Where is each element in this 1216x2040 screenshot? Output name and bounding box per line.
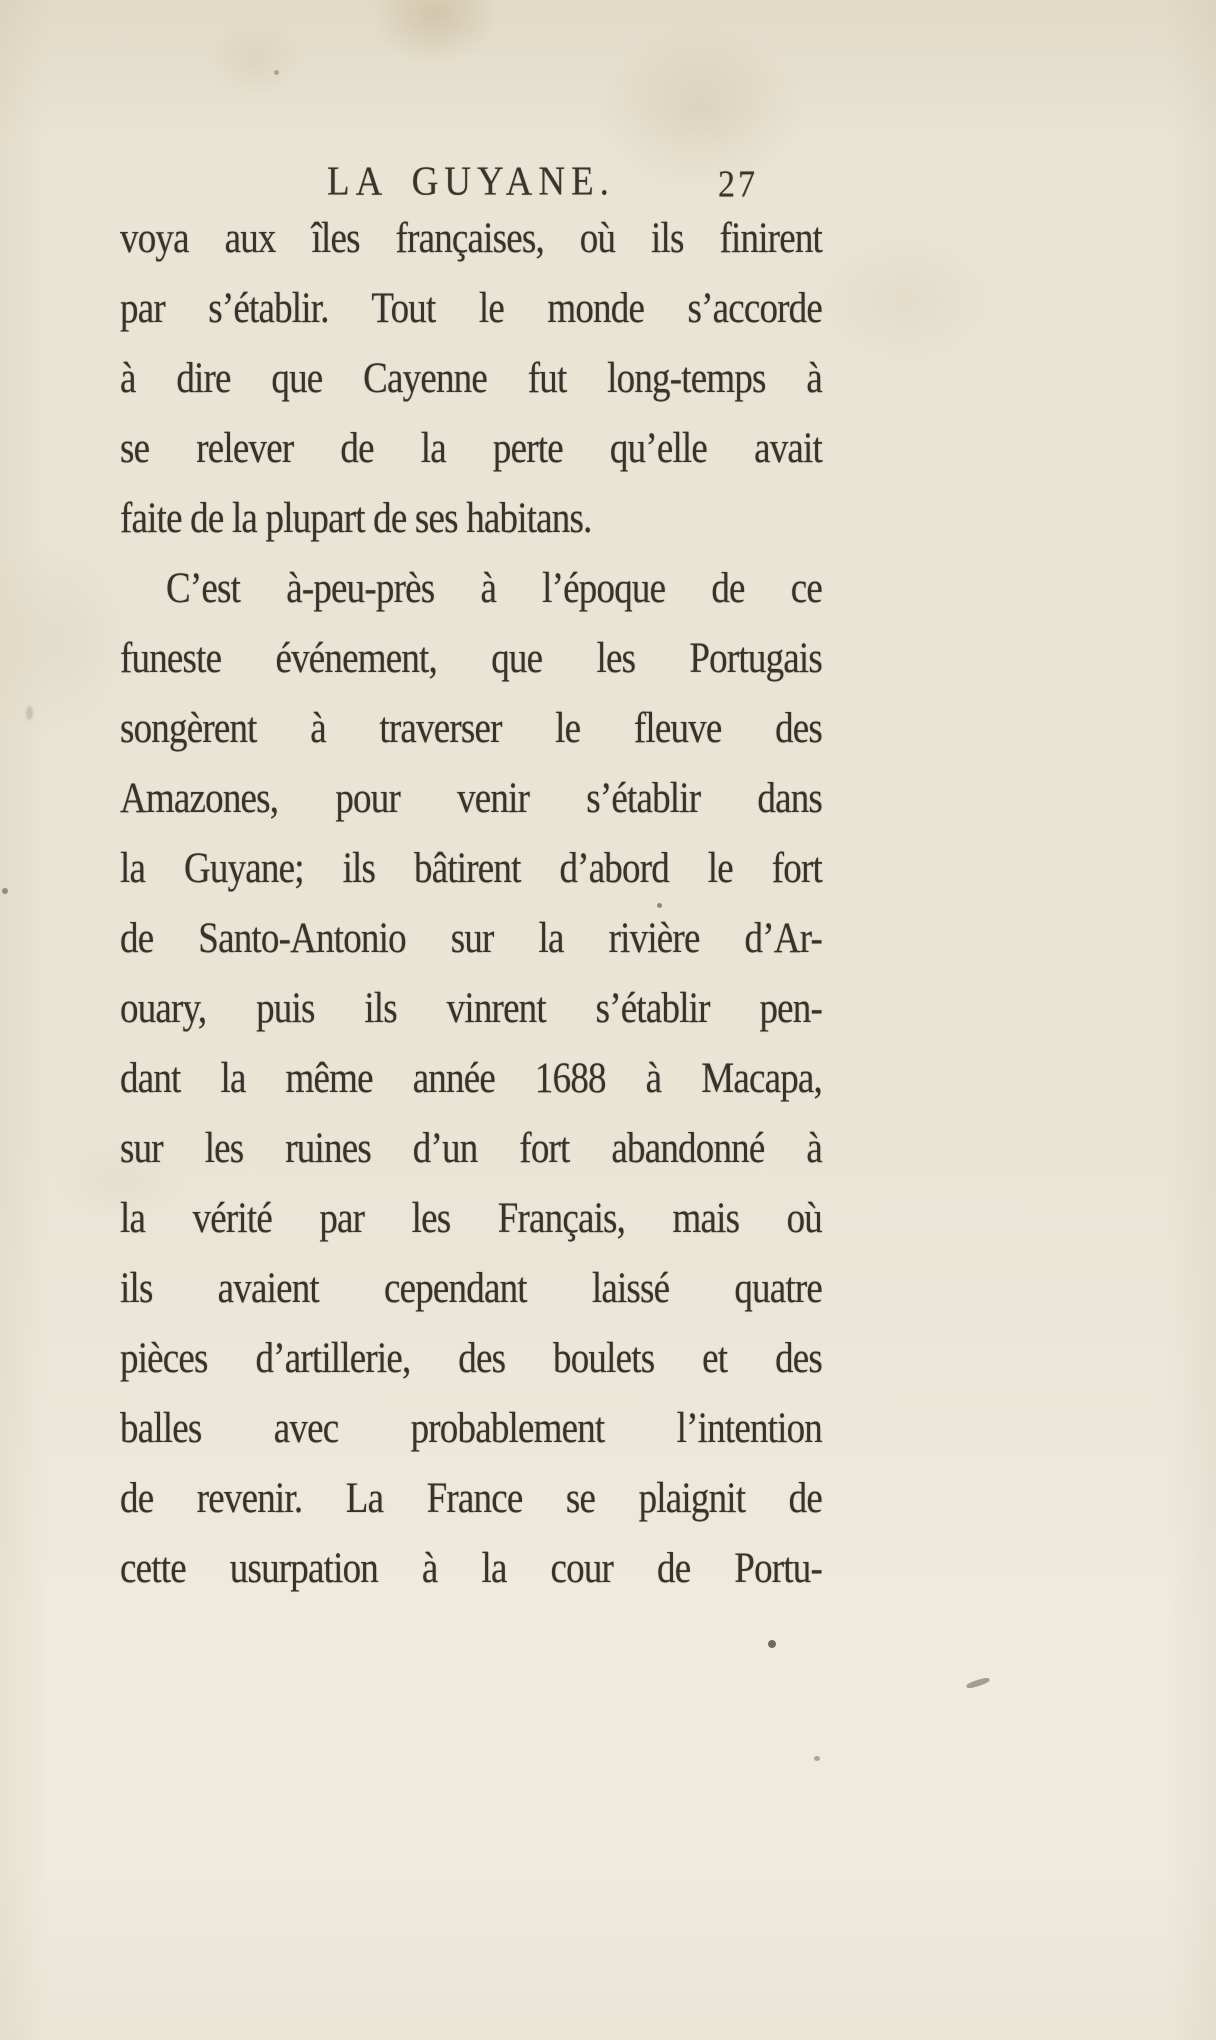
text-line: faite de la plupart de ses habitans. (120, 494, 592, 543)
text-line: balles avec probablement l’intention (120, 1404, 822, 1453)
text-line: sur les ruines d’un fort abandonné à (120, 1124, 822, 1173)
text-line: la vérité par les Français, mais où (120, 1194, 822, 1243)
text-line: songèrent à traverser le fleuve des (120, 704, 822, 753)
text-line: ouary, puis ils vinrent s’établir pen- (120, 984, 822, 1033)
text-column (120, 160, 822, 1604)
text-line: voya aux îles françaises, où ils finirent (120, 214, 822, 263)
text-line: la Guyane; ils bâtirent d’abord le fort (120, 844, 822, 893)
ink-speck (657, 903, 662, 908)
text-line: pièces d’artillerie, des boulets et des (120, 1334, 822, 1383)
text-line: funeste événement, que les Portugais (120, 634, 822, 683)
ink-speck (274, 70, 279, 75)
ink-speck (768, 1640, 776, 1648)
ink-speck (2, 888, 8, 894)
text-line: Amazones, pour venir s’établir dans (120, 774, 822, 823)
text-line: se relever de la perte qu’elle avait (120, 424, 822, 473)
ink-speck (966, 1676, 991, 1689)
text-line: à dire que Cayenne fut long-temps à (120, 354, 822, 403)
text-block (120, 204, 822, 1604)
text-line: de Santo-Antonio sur la rivière d’Ar- (120, 914, 822, 963)
running-title: LA GUYANE. (327, 158, 615, 205)
text-line: cette usurpation à la cour de Portu- (120, 1544, 822, 1593)
text-line: C’est à-peu-près à l’époque de ce (166, 564, 822, 613)
text-line: de revenir. La France se plaignit de (120, 1474, 822, 1523)
ink-speck (814, 1756, 820, 1761)
page-number: 27 (718, 164, 758, 206)
paper-smudge (26, 706, 33, 720)
text-line: ils avaient cependant laissé quatre (120, 1264, 822, 1313)
text-line: dant la même année 1688 à Macapa, (120, 1054, 822, 1103)
text-line: par s’établir. Tout le monde s’accorde (120, 284, 822, 333)
